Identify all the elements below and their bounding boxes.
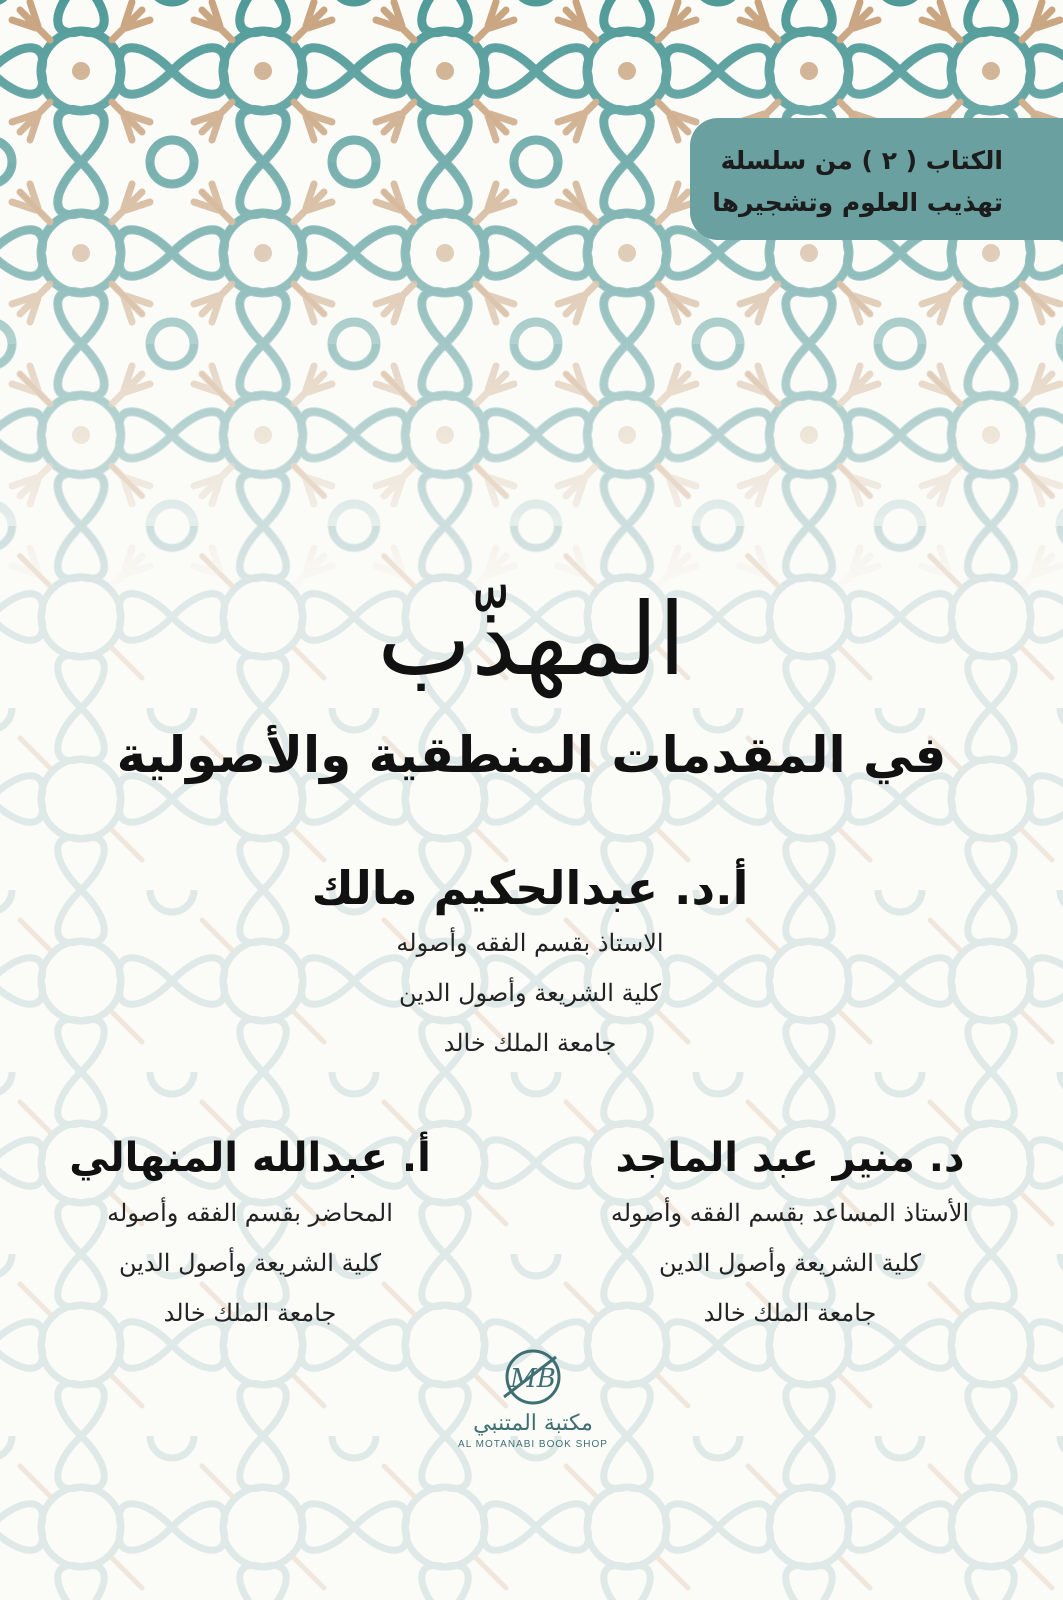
publisher-logo-mark bbox=[498, 1345, 568, 1409]
book-title: المهذّب bbox=[377, 581, 686, 698]
author-name: أ.د. عبدالحكيم مالك bbox=[311, 861, 749, 915]
publisher-logo-letters: MB bbox=[510, 1364, 556, 1394]
author-college: كلية الشريعة وأصول الدين bbox=[398, 979, 662, 1007]
author-college: كلية الشريعة وأصول الدين bbox=[118, 1249, 382, 1277]
book-subtitle: في المقدمات المنطقية والأصولية bbox=[116, 726, 947, 784]
author-position: الأستاذ المساعد بقسم الفقه وأصوله bbox=[610, 1199, 970, 1227]
author-university: جامعة الملك خالد bbox=[163, 1299, 337, 1327]
series-line-1: الكتاب ( ٢ ) من سلسلة bbox=[720, 146, 1003, 175]
author-name: أ. عبدالله المنهالي bbox=[69, 1135, 431, 1181]
series-badge bbox=[690, 118, 1063, 240]
publisher-logo bbox=[443, 1345, 623, 1450]
author-2 bbox=[590, 1128, 990, 1338]
author-university: جامعة الملك خالد bbox=[443, 1029, 617, 1057]
publisher-name-ar: مكتبة المتنبي bbox=[473, 1411, 593, 1436]
author-position: المحاضر بقسم الفقه وأصوله bbox=[107, 1199, 393, 1227]
author-college: كلية الشريعة وأصول الدين bbox=[658, 1249, 922, 1277]
author-university: جامعة الملك خالد bbox=[703, 1299, 877, 1327]
series-line-2: تهذيب العلوم وتشجيرها bbox=[712, 188, 1003, 217]
author-1 bbox=[230, 858, 830, 1068]
author-3 bbox=[60, 1128, 440, 1338]
publisher-name-en: AL MOTANABI BOOK SHOP bbox=[458, 1439, 608, 1450]
author-name: د. منير عبد الماجد bbox=[615, 1135, 965, 1181]
author-position: الاستاذ بقسم الفقه وأصوله bbox=[396, 929, 664, 957]
